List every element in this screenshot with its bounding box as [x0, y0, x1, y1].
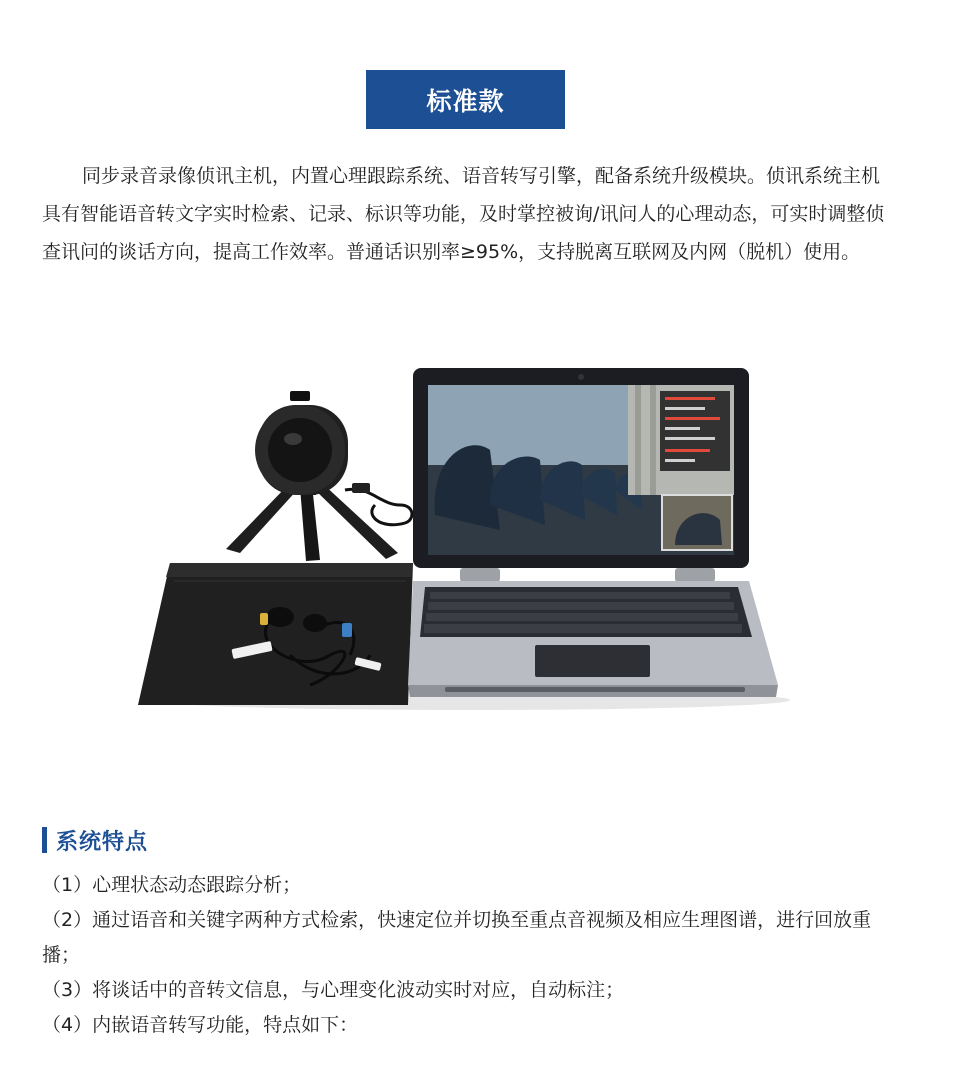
- product-tier-badge: [366, 70, 565, 129]
- product-description: 同步录音录像侦讯主机，内置心理跟踪系统、语音转写引擎，配备系统升级模块。侦讯系统主机具有智能语音转文字实时检索、记录、标识等功能，及时掌控被询/讯问人的心理动态，可实时调整侦查讯问的谈话方向，提高工作效率。普通话识别率≥95%，支持脱离互联网及内网（脱机）使用。: [42, 165, 885, 263]
- laptop-lid: [413, 368, 749, 568]
- feature-item: （2）通过语音和关键字两种方式检索，快速定位并切换至重点音视频及相应生理图谱，进行回放重播；: [42, 909, 872, 966]
- laptop-base: [408, 568, 778, 697]
- feature-item: （4）内嵌语音转写功能，特点如下：: [42, 1014, 359, 1036]
- features-list: [42, 868, 902, 1043]
- feature-item: （1）心理状态动态跟踪分析；: [42, 874, 302, 896]
- carrying-case: [138, 563, 413, 705]
- camera-head: [255, 391, 348, 495]
- feature-item: （3）将谈话中的音转文信息，与心理变化波动实时对应，自动标注；: [42, 979, 625, 1001]
- product-photo: [130, 355, 800, 725]
- product-tier-label: 标准款: [426, 86, 505, 116]
- features-heading: [42, 824, 148, 856]
- features-heading-accent-bar: [42, 827, 47, 853]
- features-title: 系统特点: [56, 829, 149, 855]
- trackpad: [535, 645, 650, 677]
